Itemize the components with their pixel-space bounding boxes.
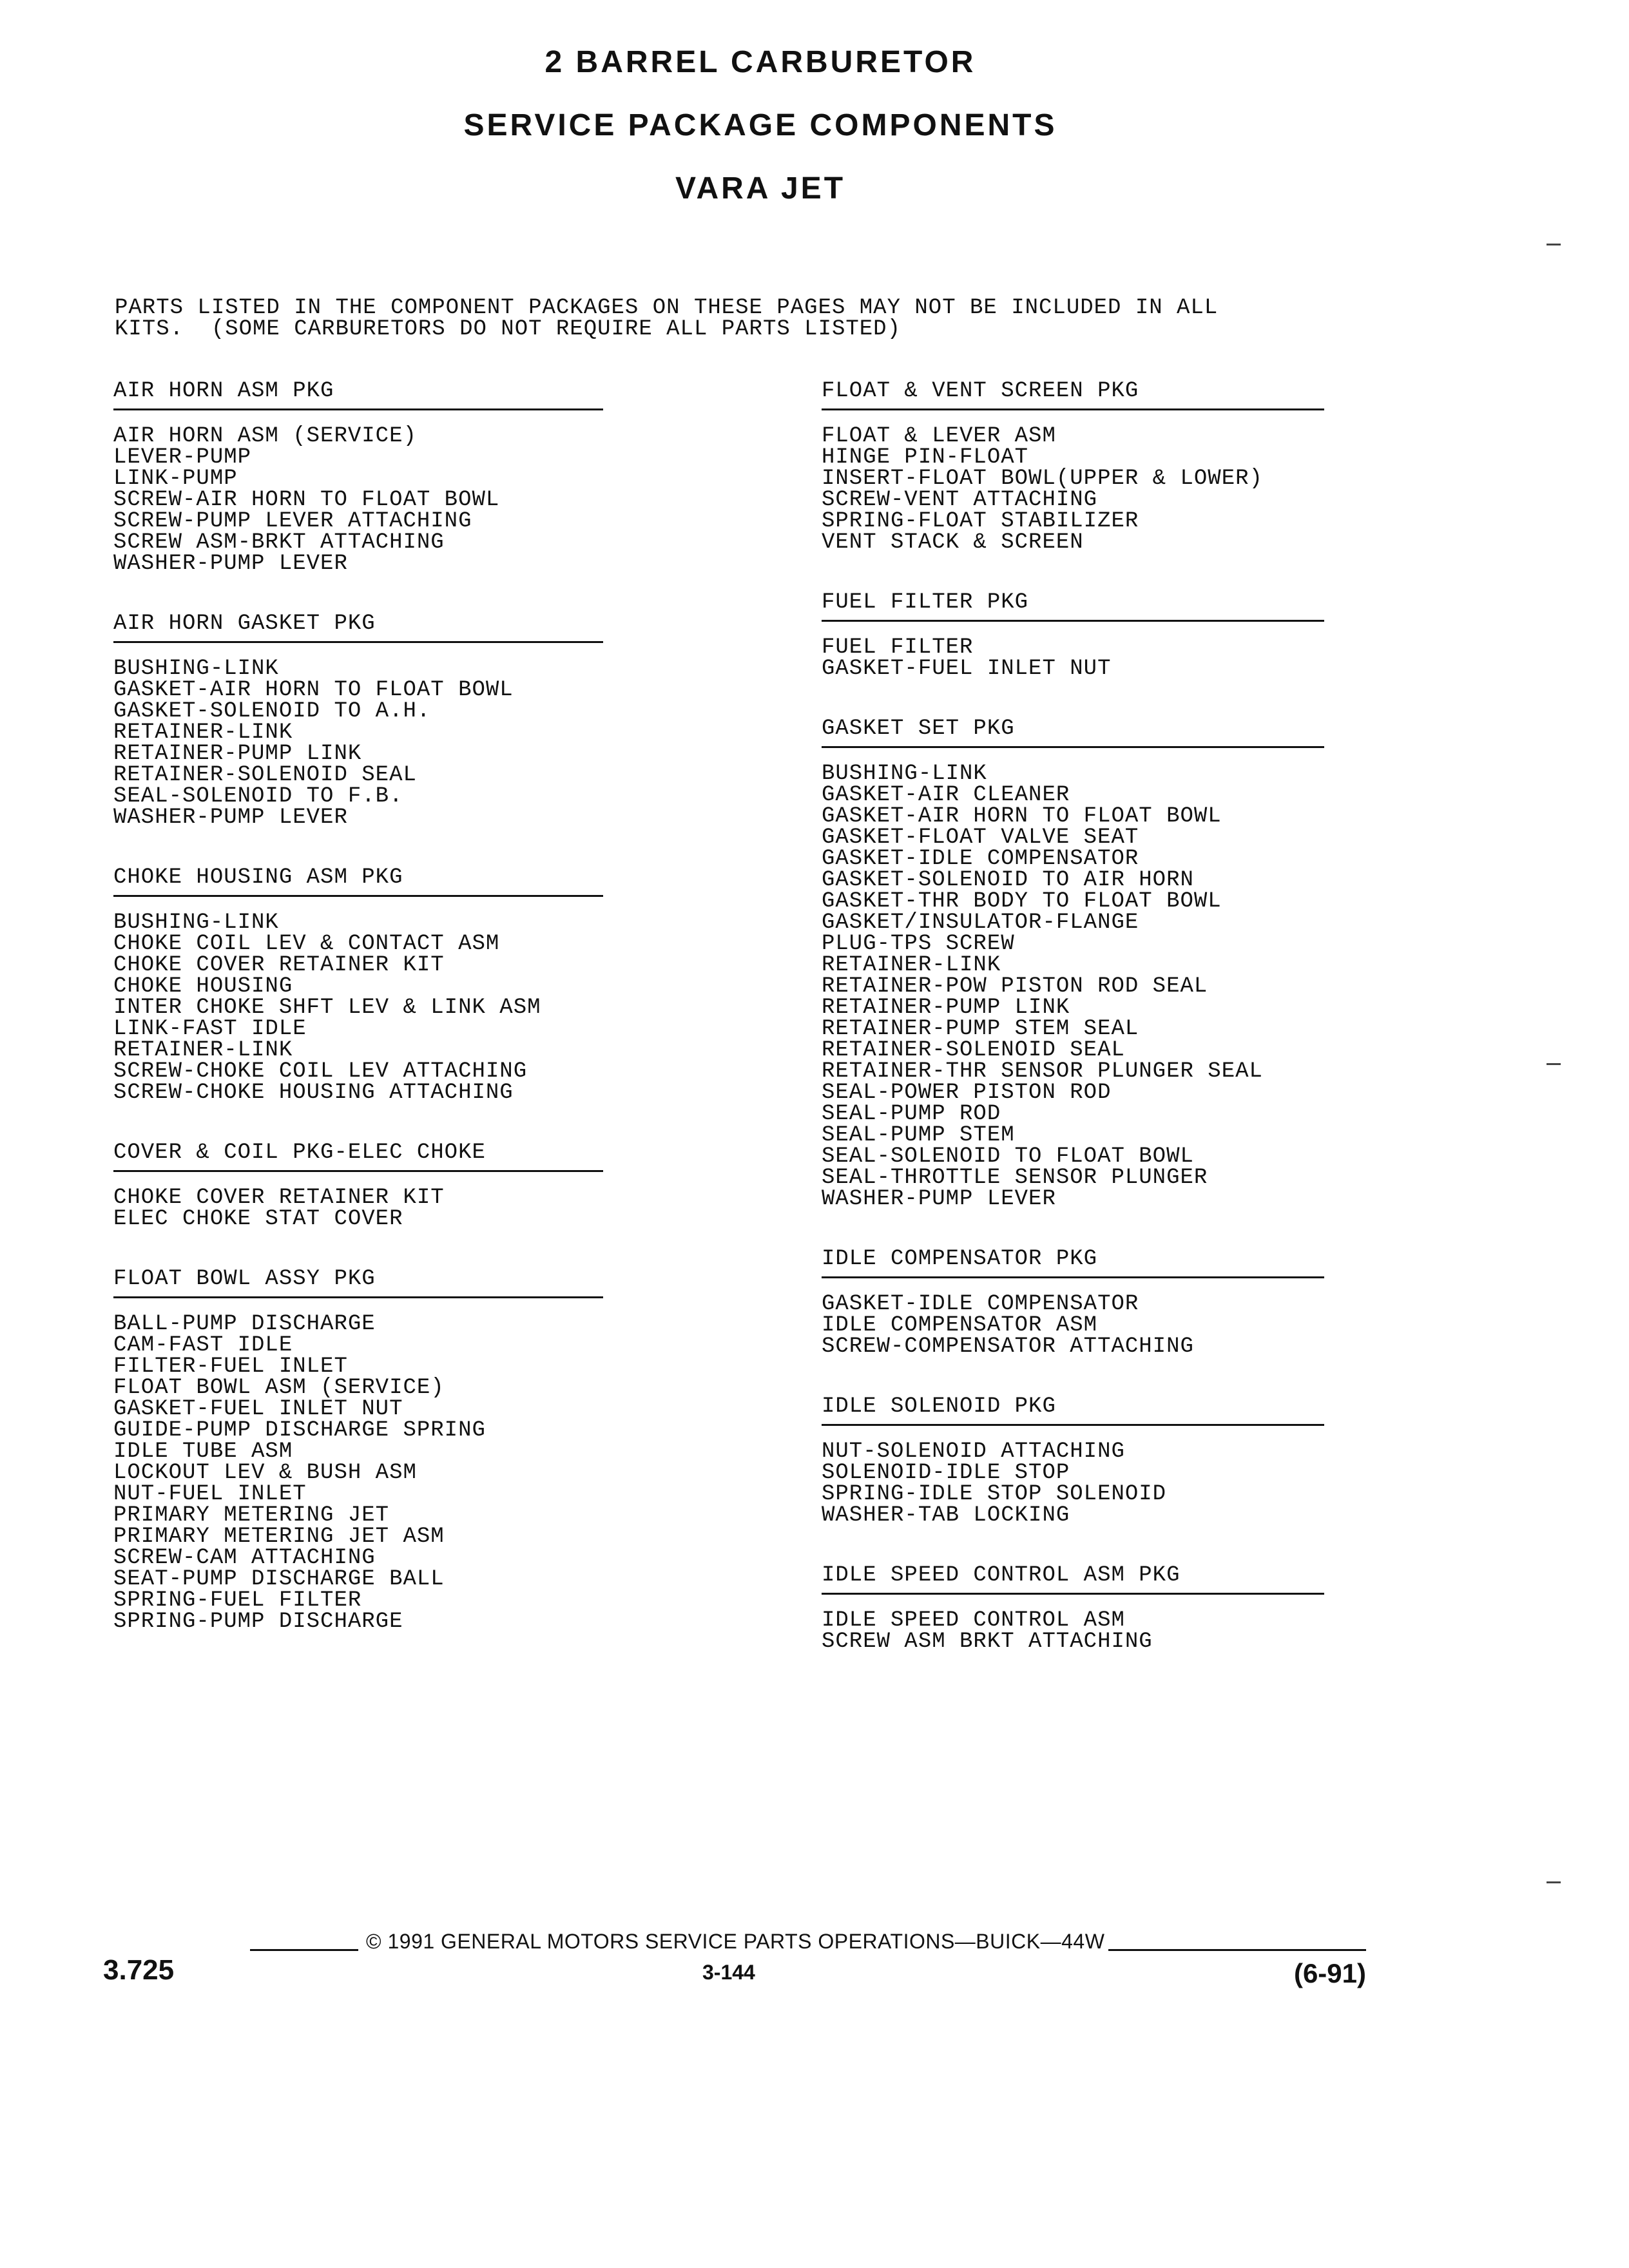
package-item-list (113, 1314, 603, 1633)
package-item: IDLE COMPENSATOR ASM (822, 1313, 1098, 1338)
package-item: CHOKE COVER RETAINER KIT (113, 953, 445, 977)
package-item: FILTER-FUEL INLET (113, 1354, 348, 1379)
package-item: SEAT-PUMP DISCHARGE BALL (113, 1567, 445, 1591)
package-item: BUSHING-LINK (113, 910, 279, 935)
package-item: SEAL-PUMP ROD (822, 1102, 1001, 1126)
package-item: GASKET-IDLE COMPENSATOR (822, 847, 1139, 871)
package-item: GASKET-FLOAT VALVE SEAT (822, 825, 1139, 850)
package-item: NUT-SOLENOID ATTACHING (822, 1439, 1125, 1464)
package-item: SPRING-PUMP DISCHARGE (113, 1610, 403, 1634)
package-section (113, 1267, 603, 1633)
package-item: ELEC CHOKE STAT COVER (113, 1207, 403, 1231)
package-section (113, 1140, 603, 1230)
package-item: FUEL FILTER (822, 635, 974, 660)
package-item: GASKET-FUEL INLET NUT (822, 657, 1112, 681)
package-item: SCREW-CHOKE HOUSING ATTACHING (113, 1081, 514, 1105)
package-item: SPRING-FLOAT STABILIZER (822, 509, 1139, 533)
package-item: SCREW-PUMP LEVER ATTACHING (113, 509, 472, 533)
package-item: BUSHING-LINK (822, 762, 987, 786)
package-item: GASKET-AIR CLEANER (822, 783, 1070, 807)
package-item-list (113, 426, 603, 575)
package-item: RETAINER-SOLENOID SEAL (113, 763, 417, 787)
title-line-3: VARA JET (675, 171, 846, 206)
package-item: BUSHING-LINK (113, 657, 279, 681)
package-title: COVER & COIL PKG-ELEC CHOKE (113, 1140, 603, 1172)
package-section (822, 1563, 1324, 1653)
package-section (822, 716, 1324, 1210)
package-item-list (822, 637, 1324, 680)
package-item: SPRING-FUEL FILTER (113, 1588, 362, 1613)
package-item: PLUG-TPS SCREW (822, 932, 1015, 956)
package-item-list (822, 1294, 1324, 1358)
package-title: FUEL FILTER PKG (822, 590, 1324, 622)
package-item: LINK-FAST IDLE (113, 1017, 307, 1041)
package-item: RETAINER-LINK (113, 1038, 293, 1062)
package-item: RETAINER-PUMP LINK (822, 995, 1070, 1020)
package-item: PRIMARY METERING JET (113, 1503, 390, 1528)
package-title: IDLE SOLENOID PKG (822, 1394, 1324, 1426)
package-section (822, 379, 1324, 553)
package-item: SEAL-POWER PISTON ROD (822, 1081, 1112, 1105)
margin-mark (1547, 1881, 1561, 1883)
package-section (822, 1247, 1324, 1358)
package-item: LINK-PUMP (113, 466, 238, 491)
package-item: RETAINER-SOLENOID SEAL (822, 1038, 1125, 1062)
package-section (113, 611, 603, 829)
package-item: SEAL-THROTTLE SENSOR PLUNGER (822, 1166, 1208, 1190)
package-item: CAM-FAST IDLE (113, 1333, 293, 1358)
package-item: GASKET-SOLENOID TO A.H. (113, 699, 431, 724)
title-line-2: SERVICE PACKAGE COMPONENTS (463, 108, 1057, 142)
footer-date-code: (6-91) (1293, 1958, 1366, 1988)
package-item: GASKET-AIR HORN TO FLOAT BOWL (113, 678, 514, 702)
package-item: PRIMARY METERING JET ASM (113, 1524, 445, 1549)
package-item: RETAINER-POW PISTON ROD SEAL (822, 974, 1208, 999)
package-item: RETAINER-LINK (822, 953, 1001, 977)
footer-page-number: 3-144 (702, 1961, 755, 1984)
package-item: GASKET-AIR HORN TO FLOAT BOWL (822, 804, 1222, 829)
package-item: IDLE TUBE ASM (113, 1439, 293, 1464)
package-item: RETAINER-LINK (113, 720, 293, 745)
footer-section-code: 3.725 (103, 1954, 175, 1986)
package-title: FLOAT BOWL ASSY PKG (113, 1267, 603, 1298)
package-item-list (822, 764, 1324, 1210)
footer-rule-right (1108, 1949, 1366, 1951)
package-item: SCREW-CAM ATTACHING (113, 1546, 376, 1570)
document-header (0, 40, 1521, 229)
package-item: SCREW-CHOKE COIL LEV ATTACHING (113, 1059, 528, 1084)
package-title: FLOAT & VENT SCREEN PKG (822, 379, 1324, 410)
package-section (822, 1394, 1324, 1526)
margin-mark (1547, 244, 1561, 245)
package-item: AIR HORN ASM (SERVICE) (113, 424, 417, 448)
package-item: FLOAT BOWL ASM (SERVICE) (113, 1376, 445, 1400)
package-item: CHOKE COIL LEV & CONTACT ASM (113, 932, 500, 956)
package-title: IDLE COMPENSATOR PKG (822, 1247, 1324, 1278)
package-item: INTER CHOKE SHFT LEV & LINK ASM (113, 995, 541, 1020)
package-item: SCREW-VENT ATTACHING (822, 488, 1098, 512)
package-item: WASHER-TAB LOCKING (822, 1503, 1070, 1528)
margin-mark (1547, 1063, 1561, 1065)
package-item: SEAL-SOLENOID TO F.B. (113, 784, 403, 809)
package-item: CHOKE COVER RETAINER KIT (113, 1186, 445, 1210)
package-item-list (113, 912, 603, 1104)
package-item: SOLENOID-IDLE STOP (822, 1461, 1070, 1485)
package-item: BALL-PUMP DISCHARGE (113, 1312, 376, 1336)
package-title: AIR HORN GASKET PKG (113, 611, 603, 643)
package-item: GASKET-THR BODY TO FLOAT BOWL (822, 889, 1222, 914)
package-item: RETAINER-THR SENSOR PLUNGER SEAL (822, 1059, 1263, 1084)
intro-note: PARTS LISTED IN THE COMPONENT PACKAGES ON THESE PAGES MAY NOT BE INCLUDED IN ALL KITS. (SOME CARBURETORS DO NOT REQUIRE ALL PARTS LISTED) (115, 296, 1219, 341)
package-item: VENT STACK & SCREEN (822, 530, 1084, 555)
package-item: GASKET-IDLE COMPENSATOR (822, 1292, 1139, 1316)
package-item: GASKET-SOLENOID TO AIR HORN (822, 868, 1194, 892)
package-item: LOCKOUT LEV & BUSH ASM (113, 1461, 417, 1485)
package-item: WASHER-PUMP LEVER (113, 805, 348, 830)
package-item: SEAL-PUMP STEM (822, 1123, 1015, 1148)
right-column (822, 379, 1324, 1689)
package-title: AIR HORN ASM PKG (113, 379, 603, 410)
package-item: IDLE SPEED CONTROL ASM (822, 1608, 1125, 1633)
package-item: HINGE PIN-FLOAT (822, 445, 1029, 470)
package-item: RETAINER-PUMP LINK (113, 742, 362, 766)
package-title: CHOKE HOUSING ASM PKG (113, 865, 603, 897)
package-title: GASKET SET PKG (822, 716, 1324, 748)
package-item-list (822, 426, 1324, 553)
package-section (822, 590, 1324, 680)
package-item: GASKET/INSULATOR-FLANGE (822, 910, 1139, 935)
package-item: WASHER-PUMP LEVER (113, 552, 348, 576)
package-item-list (822, 1441, 1324, 1526)
package-item: SCREW-COMPENSATOR ATTACHING (822, 1334, 1194, 1359)
package-item: SEAL-SOLENOID TO FLOAT BOWL (822, 1144, 1194, 1169)
package-item: WASHER-PUMP LEVER (822, 1187, 1056, 1211)
package-item: RETAINER-PUMP STEM SEAL (822, 1017, 1139, 1041)
package-title: IDLE SPEED CONTROL ASM PKG (822, 1563, 1324, 1595)
package-item: SCREW-AIR HORN TO FLOAT BOWL (113, 488, 500, 512)
package-item: LEVER-PUMP (113, 445, 252, 470)
package-item: SPRING-IDLE STOP SOLENOID (822, 1482, 1167, 1506)
package-item-list (113, 658, 603, 829)
footer-copyright: © 1991 GENERAL MOTORS SERVICE PARTS OPERATIONS—BUICK—44W (366, 1930, 1105, 1953)
title-line-1: 2 BARREL CARBURETOR (545, 45, 976, 79)
package-item: CHOKE HOUSING (113, 974, 293, 999)
package-item: GUIDE-PUMP DISCHARGE SPRING (113, 1418, 486, 1443)
package-section (113, 379, 603, 575)
package-item: GASKET-FUEL INLET NUT (113, 1397, 403, 1421)
package-item-list (822, 1610, 1324, 1653)
package-item: FLOAT & LEVER ASM (822, 424, 1056, 448)
left-column (113, 379, 603, 1669)
package-item: SCREW ASM BRKT ATTACHING (822, 1629, 1153, 1654)
package-item: NUT-FUEL INLET (113, 1482, 307, 1506)
package-item: SCREW ASM-BRKT ATTACHING (113, 530, 445, 555)
footer-rule-left (250, 1949, 358, 1951)
package-item-list (113, 1187, 603, 1230)
package-item: INSERT-FLOAT BOWL(UPPER & LOWER) (822, 466, 1263, 491)
package-section (113, 865, 603, 1104)
